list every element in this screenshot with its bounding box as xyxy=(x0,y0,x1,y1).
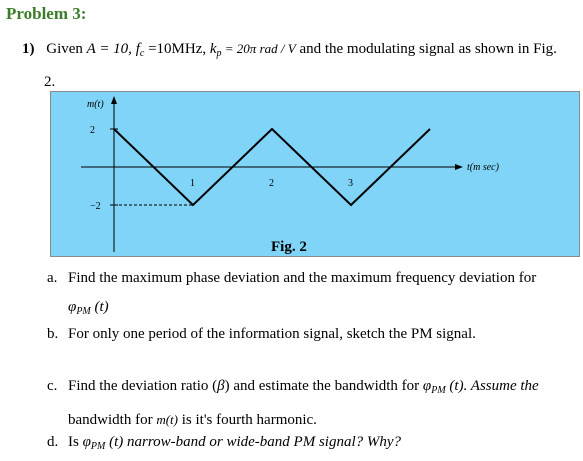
phi-arg: (t) xyxy=(90,299,109,315)
item-d-pre: Is xyxy=(68,434,79,450)
phi-symbol: φ xyxy=(82,434,91,450)
item-text xyxy=(47,428,577,461)
item-text xyxy=(47,372,577,435)
question-text-fig: 2. xyxy=(44,74,56,90)
problem-title: Problem 3: xyxy=(6,4,87,23)
m-expr: m(t) xyxy=(156,412,178,427)
y-tick-label: 2 xyxy=(90,125,95,136)
item-c xyxy=(47,372,577,435)
y-axis-arrow xyxy=(111,96,117,104)
item-b-text: For only one period of the information signal, sketch the PM signal. xyxy=(68,326,476,342)
item-text xyxy=(47,264,577,326)
x-tick-label: 3 xyxy=(348,178,353,189)
phi-symbol: φ xyxy=(68,299,77,315)
beta-symbol: β xyxy=(217,378,225,394)
x-axis-label: t(m sec) xyxy=(467,162,499,173)
item-letter: d. xyxy=(47,434,59,450)
item-a xyxy=(47,264,577,326)
item-letter: a. xyxy=(47,270,58,286)
item-c-end: (t). Assume the xyxy=(445,378,539,394)
item-c-pre: Find the deviation ratio ( xyxy=(68,378,218,394)
carrier-freq-sub: c xyxy=(139,48,145,59)
x-tick-label: 2 xyxy=(269,178,274,189)
item-letter: b. xyxy=(47,326,59,342)
item-a-line1: Find the maximum phase deviation and the maximum frequency deviation for xyxy=(68,270,537,286)
chart-svg xyxy=(51,92,579,256)
phi-sub: PM xyxy=(431,385,446,396)
question-number: 1) xyxy=(22,41,35,57)
figure-2 xyxy=(50,91,580,257)
item-letter: c. xyxy=(47,378,58,394)
kp-sub: p xyxy=(216,48,222,59)
y-tick-label: −2 xyxy=(90,201,101,212)
kp-value: = 20π rad / V xyxy=(221,41,296,56)
item-c-line2: bandwidth for xyxy=(68,412,153,428)
item-c-line2-end: is it's fourth harmonic. xyxy=(181,412,317,428)
kp-symbol: k xyxy=(209,41,217,57)
x-axis-arrow xyxy=(455,164,463,170)
item-b xyxy=(47,320,577,349)
carrier-freq-symbol: f xyxy=(135,41,140,57)
amplitude-expr: A = 10, xyxy=(86,41,132,57)
y-axis-label: m(t) xyxy=(87,99,104,110)
carrier-freq-value: =10MHz, xyxy=(144,41,207,57)
item-d-post: (t) narrow-band or wide-band PM signal? Why? xyxy=(105,434,402,450)
figure-caption: Fig. 2 xyxy=(271,239,307,255)
phi-sub: PM xyxy=(90,441,106,452)
question-text-given: Given xyxy=(46,41,83,57)
item-c-mid: ) and estimate the bandwidth for xyxy=(224,378,420,394)
question-1 xyxy=(22,34,577,97)
phi-symbol: φ xyxy=(422,378,432,394)
question-text-signal: and the modulating signal as shown in Fig. xyxy=(299,41,557,57)
item-d xyxy=(47,428,577,461)
phi-sub: PM xyxy=(76,306,91,317)
x-tick-label: 1 xyxy=(190,178,195,189)
